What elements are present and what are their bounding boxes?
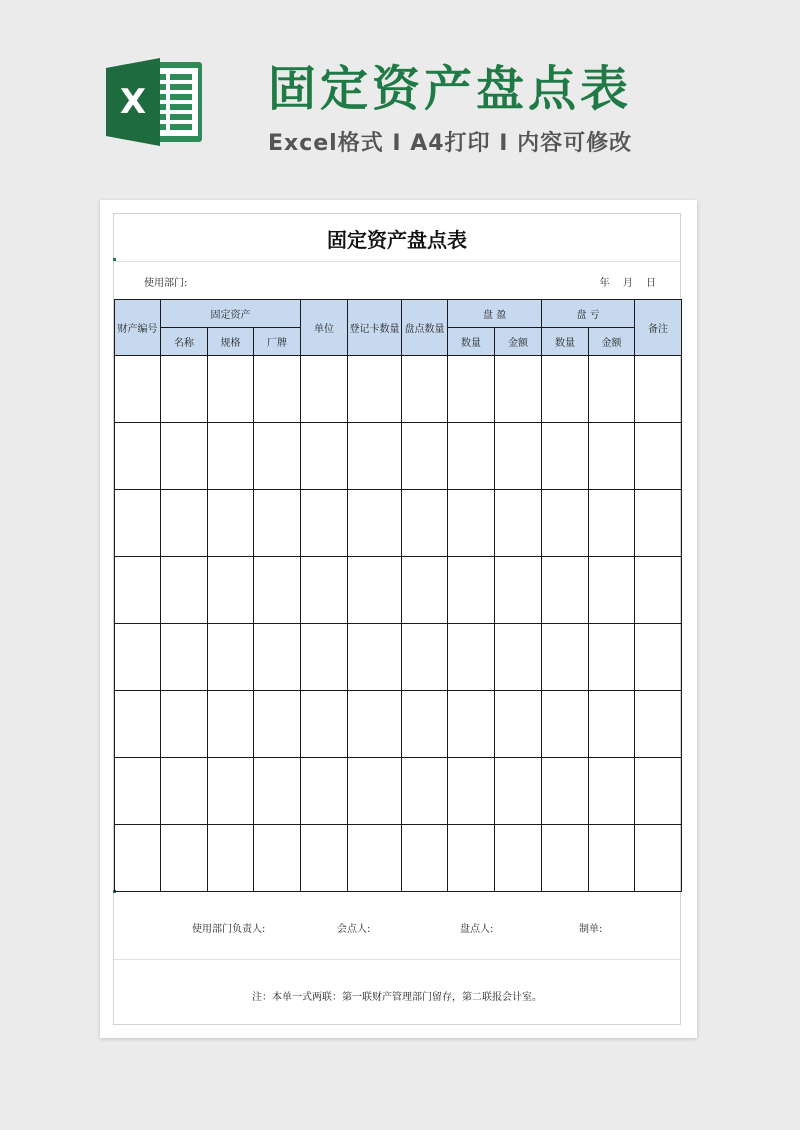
table-cell[interactable] — [301, 691, 348, 758]
table-cell[interactable] — [448, 356, 495, 423]
header-surplus-amount: 金额 — [495, 328, 542, 356]
table-cell[interactable] — [448, 557, 495, 624]
sheet-title: 固定资产盘点表 — [327, 228, 467, 252]
table-cell[interactable] — [542, 490, 589, 557]
table-cell[interactable] — [348, 825, 402, 892]
table-cell[interactable] — [254, 557, 301, 624]
table-cell[interactable] — [348, 490, 402, 557]
header-unit: 单位 — [301, 300, 348, 356]
table-cell[interactable] — [542, 758, 589, 825]
table-cell[interactable] — [161, 758, 208, 825]
table-cell[interactable] — [402, 624, 448, 691]
table-row — [115, 356, 682, 423]
excel-logo-icon — [104, 56, 204, 148]
header-deficit-qty: 数量 — [542, 328, 589, 356]
header-spec: 规格 — [208, 328, 254, 356]
header-count-qty: 盘点数量 — [402, 300, 448, 356]
table-cell[interactable] — [448, 758, 495, 825]
table-cell[interactable] — [348, 423, 402, 490]
dept-head-label: 使用部门负责人: — [192, 924, 266, 935]
table-row — [115, 624, 682, 691]
banner-title: 固定资产盘点表 — [268, 61, 633, 117]
table-cell[interactable] — [635, 825, 682, 892]
table-cell[interactable] — [301, 825, 348, 892]
table-cell[interactable] — [208, 758, 254, 825]
table-cell[interactable] — [448, 624, 495, 691]
header-deficit-amount: 金额 — [589, 328, 635, 356]
header-surplus-qty: 数量 — [448, 328, 495, 356]
table-cell[interactable] — [208, 490, 254, 557]
table-cell[interactable] — [448, 825, 495, 892]
table-cell[interactable] — [254, 490, 301, 557]
table-cell[interactable] — [348, 758, 402, 825]
table-cell[interactable] — [254, 356, 301, 423]
table-cell[interactable] — [254, 423, 301, 490]
table-cell[interactable] — [161, 624, 208, 691]
table-cell[interactable] — [402, 490, 448, 557]
svg-text:X: X — [119, 82, 147, 122]
banner-subtitle: Excel格式 I A4打印 I 内容可修改 — [268, 131, 633, 156]
header-reg-qty: 登记卡数量 — [348, 300, 402, 356]
table-cell[interactable] — [448, 691, 495, 758]
table-cell[interactable] — [208, 691, 254, 758]
header-remarks: 备注 — [635, 300, 682, 356]
counter-label: 盘点人: — [460, 924, 494, 935]
table-cell[interactable] — [208, 825, 254, 892]
table-cell[interactable] — [208, 356, 254, 423]
table-cell[interactable] — [402, 557, 448, 624]
table-cell[interactable] — [495, 758, 542, 825]
table-row — [115, 691, 682, 758]
table-cell[interactable] — [402, 356, 448, 423]
table-cell[interactable] — [301, 758, 348, 825]
cell-corner-mark — [113, 258, 116, 261]
table-row — [115, 557, 682, 624]
table-cell[interactable] — [161, 557, 208, 624]
table-cell[interactable] — [542, 356, 589, 423]
table-cell[interactable] — [495, 490, 542, 557]
header-deficit: 盘 亏 — [542, 300, 635, 328]
table-row — [115, 825, 682, 892]
table-cell[interactable] — [115, 557, 161, 624]
table-cell[interactable] — [115, 423, 161, 490]
table-cell[interactable] — [495, 691, 542, 758]
table-cell[interactable] — [301, 557, 348, 624]
table-cell[interactable] — [635, 624, 682, 691]
header-row-1 — [115, 300, 682, 328]
table-row — [115, 490, 682, 557]
table-cell[interactable] — [161, 356, 208, 423]
header-brand: 厂牌 — [254, 328, 301, 356]
table-cell[interactable] — [301, 356, 348, 423]
table-cell[interactable] — [348, 356, 402, 423]
table-cell[interactable] — [495, 557, 542, 624]
table-cell[interactable] — [301, 624, 348, 691]
table-cell[interactable] — [542, 423, 589, 490]
footer-divider — [114, 959, 680, 960]
table-cell[interactable] — [348, 557, 402, 624]
table-cell[interactable] — [402, 691, 448, 758]
table-cell[interactable] — [161, 691, 208, 758]
auditor-label: 会点人: — [337, 924, 371, 935]
table-cell[interactable] — [589, 691, 635, 758]
table-cell[interactable] — [635, 356, 682, 423]
table-cell[interactable] — [254, 691, 301, 758]
table-cell[interactable] — [161, 490, 208, 557]
table-cell[interactable] — [402, 825, 448, 892]
table-cell[interactable] — [208, 423, 254, 490]
signature-row — [114, 920, 680, 935]
title-divider — [114, 261, 680, 262]
table-cell[interactable] — [542, 691, 589, 758]
table-cell[interactable] — [402, 423, 448, 490]
table-cell[interactable] — [589, 423, 635, 490]
table-cell[interactable] — [115, 624, 161, 691]
table-cell[interactable] — [635, 490, 682, 557]
table-cell[interactable] — [495, 356, 542, 423]
table-cell[interactable] — [589, 825, 635, 892]
table-cell[interactable] — [542, 825, 589, 892]
spreadsheet-sheet — [113, 213, 681, 1025]
header-fixed-asset: 固定资产 — [161, 300, 301, 328]
table-cell[interactable] — [161, 825, 208, 892]
header-name: 名称 — [161, 328, 208, 356]
table-cell[interactable] — [348, 624, 402, 691]
inventory-table — [114, 299, 682, 892]
table-cell[interactable] — [115, 691, 161, 758]
maker-label: 制单: — [579, 924, 603, 935]
table-cell[interactable] — [208, 624, 254, 691]
table-cell[interactable] — [589, 624, 635, 691]
table-cell[interactable] — [635, 758, 682, 825]
table-cell[interactable] — [448, 423, 495, 490]
table-cell[interactable] — [301, 423, 348, 490]
table-cell[interactable] — [542, 624, 589, 691]
table-cell[interactable] — [542, 557, 589, 624]
table-cell[interactable] — [115, 825, 161, 892]
date-label: 年 月 日 — [599, 278, 656, 289]
table-cell[interactable] — [208, 557, 254, 624]
header-surplus: 盘 盈 — [448, 300, 542, 328]
table-cell[interactable] — [495, 423, 542, 490]
dept-label: 使用部门: — [144, 278, 188, 289]
table-cell[interactable] — [115, 490, 161, 557]
table-cell[interactable] — [635, 691, 682, 758]
table-cell[interactable] — [589, 557, 635, 624]
table-cell[interactable] — [448, 490, 495, 557]
table-cell[interactable] — [254, 624, 301, 691]
table-cell[interactable] — [254, 825, 301, 892]
table-cell[interactable] — [301, 490, 348, 557]
table-cell[interactable] — [254, 758, 301, 825]
table-cell[interactable] — [495, 624, 542, 691]
table-cell[interactable] — [635, 423, 682, 490]
banner — [0, 0, 800, 190]
table-cell[interactable] — [589, 356, 635, 423]
table-cell[interactable] — [589, 758, 635, 825]
table-cell[interactable] — [402, 758, 448, 825]
document-page — [100, 200, 697, 1038]
table-cell[interactable] — [589, 490, 635, 557]
table-cell[interactable] — [495, 825, 542, 892]
table-cell[interactable] — [115, 356, 161, 423]
table-row — [115, 423, 682, 490]
header-asset-no: 财产编号 — [115, 300, 161, 356]
table-cell[interactable] — [635, 557, 682, 624]
table-cell[interactable] — [161, 423, 208, 490]
table-row — [115, 758, 682, 825]
footnote: 注：本单一式两联：第一联财产管理部门留存，第二联报会计室。 — [252, 992, 542, 1003]
table-cell[interactable] — [348, 691, 402, 758]
table-cell[interactable] — [115, 758, 161, 825]
